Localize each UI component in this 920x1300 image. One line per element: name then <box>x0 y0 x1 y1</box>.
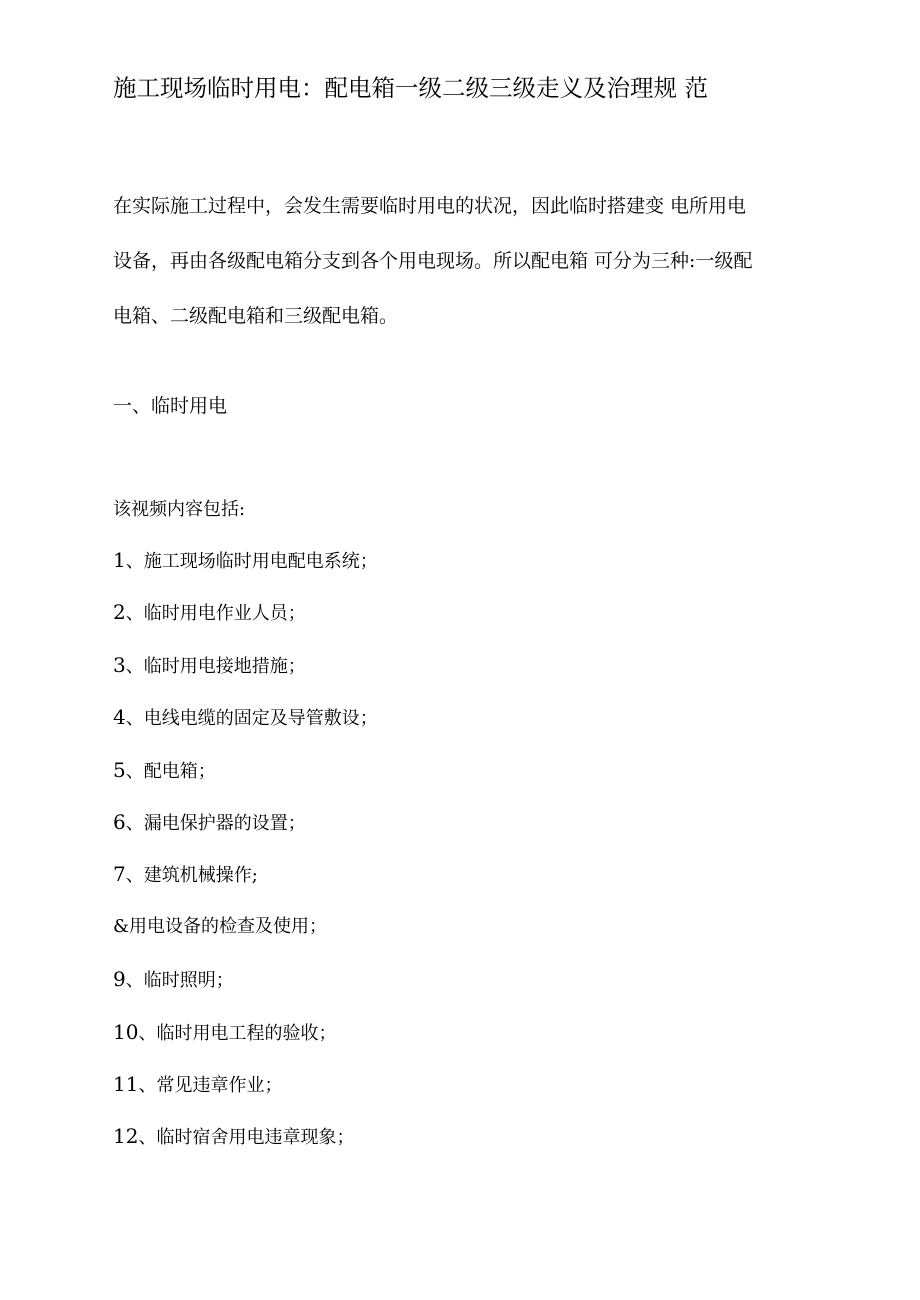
contents-list <box>113 540 378 1169</box>
item-text: 、建筑机械操作; <box>125 865 258 887</box>
document-title: 施工现场临时用电：配电箱一级二级三级走义及治理规 范 <box>113 74 708 102</box>
item-number: 7 <box>113 862 126 887</box>
list-item <box>113 1012 378 1064</box>
item-text: 、配电箱； <box>125 760 216 782</box>
item-number: 1 <box>113 548 126 572</box>
list-item <box>113 697 378 749</box>
list-item <box>113 959 378 1011</box>
intro-paragraph <box>113 179 818 344</box>
section-heading: 一、临时用电 <box>113 395 228 417</box>
list-item <box>113 802 378 854</box>
list-item <box>113 750 378 802</box>
item-text: 、临时照明； <box>125 970 234 992</box>
item-number: 11 <box>113 1071 139 1096</box>
list-item <box>113 854 378 906</box>
intro-line: 设备，再由各级配电箱分支到各个用电现场。所以配电箱 可分为三种:一级配 <box>113 250 753 272</box>
item-number: & <box>113 915 130 937</box>
item-number: 3 <box>113 652 126 677</box>
item-text: 、漏电保护器的设置； <box>125 812 306 834</box>
list-item <box>113 907 378 959</box>
item-text: 、电线电缆的固定及导管敷设； <box>125 708 378 730</box>
list-item <box>113 1116 378 1168</box>
item-number: 6 <box>113 809 126 834</box>
item-text: 、施工现场临时用电配电系统； <box>125 551 378 572</box>
list-item <box>113 540 378 592</box>
item-text: 用电设备的检查及使用； <box>129 915 328 937</box>
intro-line: 在实际施工过程中，会发生需要临时用电的状况，因此临时搭建变 电所用电 <box>113 195 747 217</box>
item-number: 9 <box>113 967 126 992</box>
list-item <box>113 1064 378 1116</box>
intro-line: 电箱、二级配电箱和三级配电箱。 <box>113 305 399 327</box>
list-item <box>113 592 378 644</box>
item-number: 5 <box>113 757 126 782</box>
item-text: 、常见违章作业； <box>138 1074 283 1096</box>
item-number: 2 <box>113 600 126 625</box>
item-text: 、临时用电工程的验收； <box>138 1022 337 1044</box>
item-number: 10 <box>113 1019 139 1044</box>
item-number: 4 <box>113 705 126 730</box>
item-number: 12 <box>113 1124 139 1149</box>
item-text: 、临时用电接地措施； <box>125 655 306 677</box>
item-text: 、临时宿舍用电违章现象； <box>138 1127 355 1149</box>
list-item <box>113 645 378 697</box>
item-text: 、临时用电作业人员； <box>125 603 306 625</box>
contents-label: 该视频内容包括: <box>113 499 246 520</box>
